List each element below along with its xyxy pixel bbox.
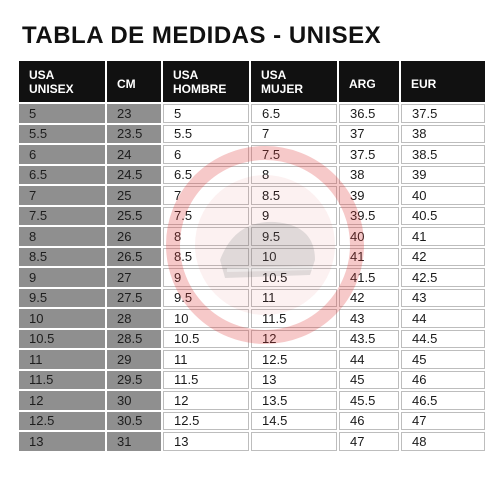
cell-cm: 28.5 [107,330,161,349]
cell-eur: 44.5 [401,330,485,349]
table-row [19,268,485,287]
table-row [19,166,485,185]
column-header-usa-hombre [163,61,249,102]
cell-arg: 43 [339,309,399,328]
cell-usa-unisex: 11 [19,350,105,369]
cell-eur: 46.5 [401,391,485,410]
cell-usa-hombre: 6.5 [163,166,249,185]
cell-usa-mujer: 13.5 [251,391,337,410]
cell-arg: 42 [339,289,399,308]
cell-usa-unisex: 13 [19,432,105,451]
cell-cm: 27.5 [107,289,161,308]
column-header-text: USA MUJER [261,67,304,96]
size-chart-table [17,59,487,453]
cell-usa-hombre: 10 [163,309,249,328]
cell-usa-unisex: 11.5 [19,371,105,390]
cell-usa-mujer: 14.5 [251,412,337,431]
cell-usa-hombre: 6 [163,145,249,164]
header-row [19,61,485,102]
cell-arg: 37 [339,125,399,144]
cell-arg: 44 [339,350,399,369]
column-header-text: USA HOMBRE [173,67,227,96]
cell-usa-hombre: 12.5 [163,412,249,431]
table-row [19,104,485,123]
column-header-arg [339,61,399,102]
cell-cm: 29.5 [107,371,161,390]
cell-eur: 40 [401,186,485,205]
cell-eur: 44 [401,309,485,328]
cell-eur: 39 [401,166,485,185]
cell-usa-unisex: 12 [19,391,105,410]
cell-usa-unisex: 5.5 [19,125,105,144]
cell-usa-mujer: 7.5 [251,145,337,164]
cell-cm: 31 [107,432,161,451]
cell-usa-unisex: 8.5 [19,248,105,267]
cell-cm: 23.5 [107,125,161,144]
cell-usa-mujer: 12.5 [251,350,337,369]
table-row [19,371,485,390]
cell-usa-unisex: 6.5 [19,166,105,185]
cell-eur: 48 [401,432,485,451]
column-header-usa-mujer [251,61,337,102]
cell-eur: 42 [401,248,485,267]
table-row [19,350,485,369]
cell-eur: 38 [401,125,485,144]
cell-arg: 36.5 [339,104,399,123]
cell-usa-hombre: 8.5 [163,248,249,267]
cell-cm: 24.5 [107,166,161,185]
cell-usa-mujer: 12 [251,330,337,349]
cell-arg: 38 [339,166,399,185]
cell-eur: 43 [401,289,485,308]
table-row [19,227,485,246]
cell-cm: 23 [107,104,161,123]
cell-usa-unisex: 9 [19,268,105,287]
table-row [19,309,485,328]
cell-usa-unisex: 9.5 [19,289,105,308]
cell-usa-hombre: 13 [163,432,249,451]
cell-usa-mujer: 9.5 [251,227,337,246]
cell-usa-hombre: 10.5 [163,330,249,349]
cell-eur: 38.5 [401,145,485,164]
cell-usa-hombre: 8 [163,227,249,246]
table-body [19,104,485,451]
table-row [19,412,485,431]
cell-usa-mujer: 10.5 [251,268,337,287]
column-header-usa-unisex [19,61,105,102]
column-header-eur [401,61,485,102]
table-row [19,330,485,349]
cell-usa-mujer: 13 [251,371,337,390]
cell-usa-mujer: 11 [251,289,337,308]
cell-cm: 30.5 [107,412,161,431]
cell-arg: 39 [339,186,399,205]
cell-cm: 26 [107,227,161,246]
cell-usa-mujer: 8.5 [251,186,337,205]
cell-usa-hombre: 7.5 [163,207,249,226]
cell-usa-unisex: 8 [19,227,105,246]
cell-usa-hombre: 9 [163,268,249,287]
table-row [19,125,485,144]
cell-arg: 46 [339,412,399,431]
cell-cm: 24 [107,145,161,164]
cell-usa-hombre: 5.5 [163,125,249,144]
cell-eur: 47 [401,412,485,431]
cell-arg: 37.5 [339,145,399,164]
cell-cm: 25.5 [107,207,161,226]
cell-arg: 41.5 [339,268,399,287]
cell-eur: 37.5 [401,104,485,123]
cell-usa-unisex: 6 [19,145,105,164]
cell-usa-unisex: 7 [19,186,105,205]
cell-arg: 41 [339,248,399,267]
column-header-cm [107,61,161,102]
cell-eur: 45 [401,350,485,369]
cell-usa-hombre: 7 [163,186,249,205]
cell-eur: 41 [401,227,485,246]
cell-cm: 27 [107,268,161,287]
cell-usa-hombre: 11 [163,350,249,369]
cell-usa-mujer: 11.5 [251,309,337,328]
table-row [19,391,485,410]
cell-cm: 28 [107,309,161,328]
cell-usa-unisex: 12.5 [19,412,105,431]
column-header-text: USA UNISEX [29,67,74,96]
cell-eur: 46 [401,371,485,390]
page-title: TABLA DE MEDIDAS - UNISEX [22,22,382,49]
cell-usa-mujer: 7 [251,125,337,144]
cell-usa-hombre: 12 [163,391,249,410]
cell-cm: 29 [107,350,161,369]
cell-usa-mujer: 9 [251,207,337,226]
cell-eur: 40.5 [401,207,485,226]
cell-usa-unisex: 5 [19,104,105,123]
table-row [19,432,485,451]
cell-usa-unisex: 10.5 [19,330,105,349]
table-row [19,248,485,267]
cell-usa-mujer: 8 [251,166,337,185]
column-header-text: CM [117,76,136,91]
column-header-text: EUR [411,76,437,91]
cell-eur: 42.5 [401,268,485,287]
cell-cm: 25 [107,186,161,205]
cell-usa-hombre: 9.5 [163,289,249,308]
cell-arg: 45.5 [339,391,399,410]
table-row [19,207,485,226]
cell-usa-unisex: 7.5 [19,207,105,226]
cell-usa-mujer: 6.5 [251,104,337,123]
cell-usa-hombre: 11.5 [163,371,249,390]
cell-cm: 26.5 [107,248,161,267]
table-row [19,186,485,205]
cell-arg: 47 [339,432,399,451]
cell-usa-unisex: 10 [19,309,105,328]
cell-usa-mujer: 10 [251,248,337,267]
cell-usa-mujer [251,432,337,451]
column-header-text: ARG [349,76,376,91]
cell-arg: 39.5 [339,207,399,226]
cell-arg: 40 [339,227,399,246]
cell-arg: 45 [339,371,399,390]
cell-cm: 30 [107,391,161,410]
cell-arg: 43.5 [339,330,399,349]
table-row [19,289,485,308]
table-row [19,145,485,164]
cell-usa-hombre: 5 [163,104,249,123]
